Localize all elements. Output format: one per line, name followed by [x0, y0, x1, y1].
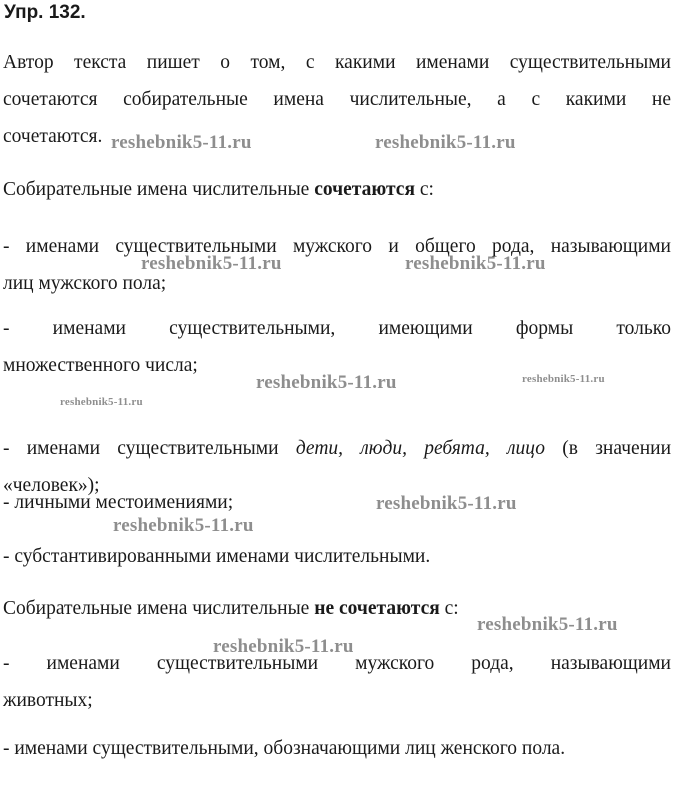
combine-item-3-italic: дети, люди, ребята, лицо — [295, 438, 546, 459]
combine-item-2-line-2: множественного числа; — [3, 355, 198, 376]
not-combine-item-1-line-2: животных; — [3, 690, 93, 711]
combine-item-5 — [3, 538, 671, 575]
combine-item-4 — [3, 484, 671, 521]
watermark: reshebnik5-11.ru — [111, 132, 252, 153]
watermark: reshebnik5-11.ru — [60, 396, 143, 408]
combine-item-3-prefix: - именами существительными — [3, 438, 296, 459]
watermark: reshebnik5-11.ru — [256, 372, 397, 393]
intro-line-1: Автор текста пишет о том, с какими именами существительными — [3, 52, 671, 73]
combine-item-4-text: - личными местоимениями; — [3, 492, 234, 513]
not-combine-heading-bold: не сочетаются — [314, 598, 440, 619]
not-combine-item-1-line-1: - именами существительными мужского рода, называющими — [3, 653, 671, 674]
exercise-title: Упр. 132. — [4, 2, 86, 23]
combine-item-1-line-2: лиц мужского пола; — [3, 273, 167, 294]
combine-item-1-line-1: - именами существительными мужского и общего рода, называющими — [3, 236, 671, 257]
combine-item-3-line-1 — [3, 430, 671, 467]
combine-item-3-suffix: (в значении — [545, 438, 672, 459]
watermark: reshebnik5-11.ru — [375, 132, 516, 153]
watermark: reshebnik5-11.ru — [141, 253, 282, 274]
watermark: reshebnik5-11.ru — [477, 614, 618, 635]
combine-heading-prefix: Собирательные имена числительные — [3, 179, 315, 200]
intro-paragraph — [3, 44, 671, 155]
combine-item-3-line-2: «человек»); — [3, 475, 100, 496]
combine-heading-suffix: с: — [415, 179, 434, 200]
watermark: reshebnik5-11.ru — [405, 253, 546, 274]
combine-item-1 — [3, 228, 671, 302]
combine-item-2-line-1: - именами существительными, имеющими формы только — [3, 318, 671, 339]
intro-line-3: сочетаются. — [3, 126, 103, 147]
intro-line-2: сочетаются собирательные имена числительные, а с какими не — [3, 89, 671, 110]
watermark: reshebnik5-11.ru — [213, 636, 354, 657]
not-combine-item-2-text: - именами существительными, обозначающими лиц женского пола. — [3, 738, 566, 759]
watermark: reshebnik5-11.ru — [376, 493, 517, 514]
not-combine-heading-prefix: Собирательные имена числительные — [3, 598, 315, 619]
not-combine-heading-suffix: с: — [439, 598, 459, 619]
combine-heading — [3, 171, 671, 208]
not-combine-item-2 — [3, 730, 671, 767]
watermark: reshebnik5-11.ru — [522, 373, 605, 385]
watermark: reshebnik5-11.ru — [113, 515, 254, 536]
combine-heading-bold: сочетаются — [314, 179, 416, 200]
combine-item-5-text: - субстантивированными именами числительными. — [3, 546, 431, 567]
